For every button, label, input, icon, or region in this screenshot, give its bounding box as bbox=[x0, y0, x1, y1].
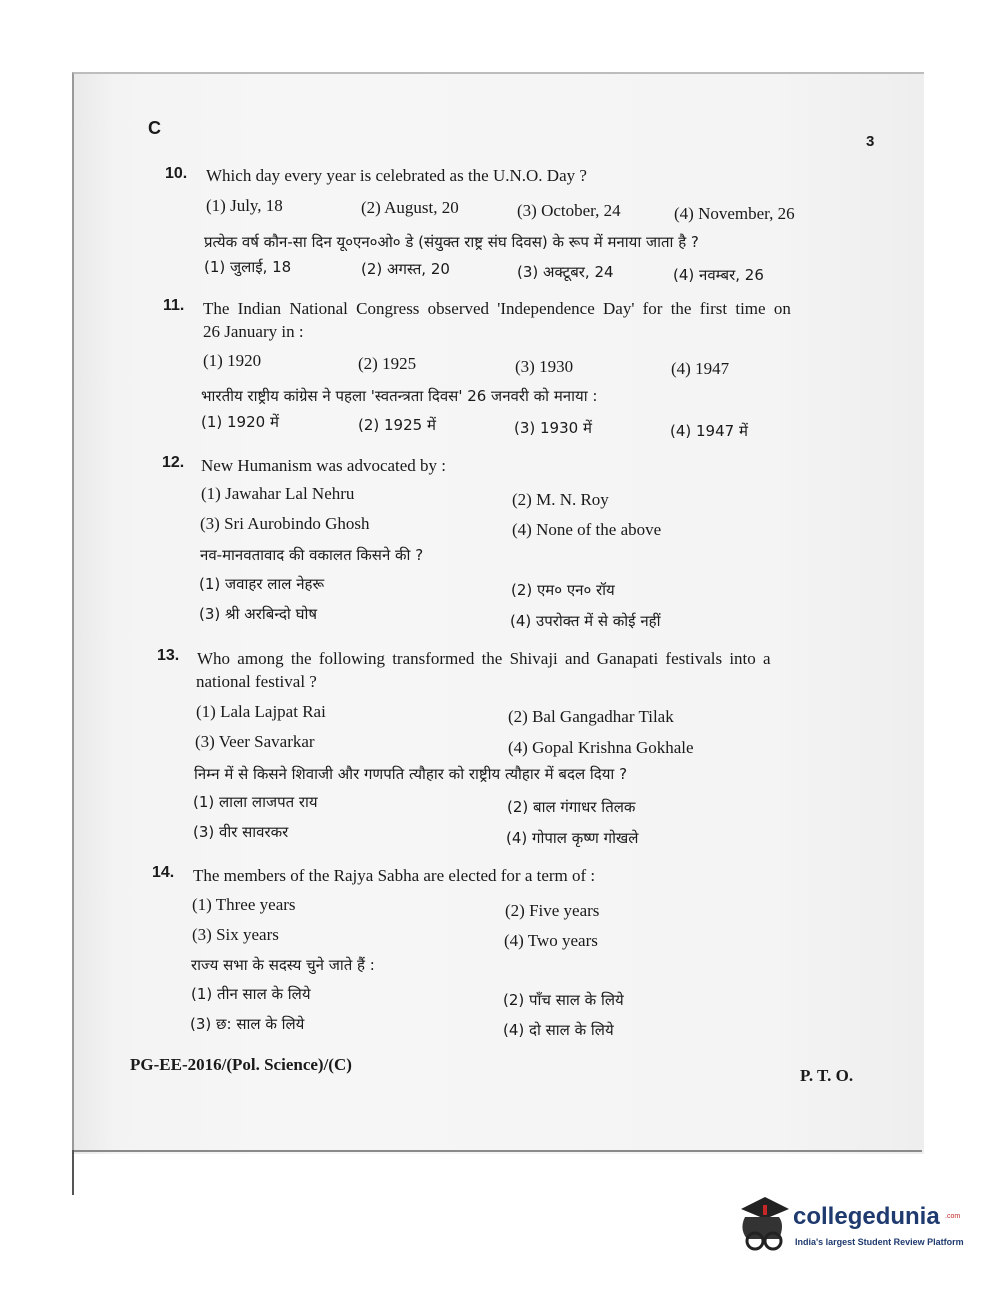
question-text-en: The members of the Rajya Sabha are elected for a term of : bbox=[193, 866, 596, 885]
option-hi: (1) जवाहर लाल नेहरू bbox=[199, 575, 325, 593]
option-en: (1) 1920 bbox=[203, 351, 262, 370]
question-number: 12. bbox=[162, 454, 185, 471]
question-number: 11. bbox=[163, 297, 185, 314]
option-en: (1) July, 18 bbox=[206, 196, 283, 215]
question-text-en: 26 January in : bbox=[203, 322, 304, 341]
option-hi: (1) लाला लाजपत राय bbox=[193, 793, 318, 811]
question-text-hi: भारतीय राष्ट्रीय कांग्रेस ने पहला 'स्वतन्त्रता दिवस' 26 जनवरी को मनाया : bbox=[201, 387, 598, 405]
option-en: (4) None of the above bbox=[512, 520, 662, 539]
option-hi: (2) अगस्त, 20 bbox=[361, 260, 450, 278]
option-en: (3) Six years bbox=[192, 925, 279, 944]
brand-name: collegedunia bbox=[793, 1203, 940, 1230]
page-spine bbox=[72, 1150, 74, 1195]
option-hi: (1) 1920 में bbox=[201, 413, 279, 431]
option-hi: (3) श्री अरबिन्दो घोष bbox=[199, 605, 318, 623]
option-hi: (3) अक्टूबर, 24 bbox=[517, 263, 614, 281]
brand-tagline: India's largest Student Review Platform bbox=[795, 1237, 964, 1247]
option-hi: (4) उपरोक्त में से कोई नहीं bbox=[510, 612, 661, 630]
option-en: (3) Veer Savarkar bbox=[195, 732, 315, 751]
option-hi: (1) तीन साल के लिये bbox=[191, 985, 311, 1003]
question-text-en: The Indian National Congress observed 'Independence Day' for the first time on bbox=[203, 299, 791, 318]
option-hi: (3) वीर सावरकर bbox=[193, 823, 289, 841]
page-edge bbox=[72, 1150, 922, 1152]
option-hi: (4) नवम्बर, 26 bbox=[673, 266, 764, 284]
option-en: (2) Five years bbox=[505, 901, 600, 920]
question-text-hi: निम्न में से किसने शिवाजी और गणपति त्यौहार को राष्ट्रीय त्यौहार में बदल दिया ? bbox=[194, 765, 628, 783]
brand-suffix: .com bbox=[945, 1213, 961, 1220]
option-hi: (2) 1925 में bbox=[358, 416, 436, 434]
option-en: (1) Three years bbox=[192, 895, 296, 914]
option-hi: (2) पाँच साल के लिये bbox=[503, 991, 624, 1009]
option-en: (2) Bal Gangadhar Tilak bbox=[508, 707, 674, 726]
set-label: C bbox=[148, 118, 161, 138]
option-hi: (2) एम० एन० रॉय bbox=[511, 581, 615, 599]
option-en: (4) 1947 bbox=[671, 359, 730, 378]
mascot-icon bbox=[735, 1195, 791, 1257]
option-hi: (3) छ: साल के लिये bbox=[190, 1015, 305, 1033]
option-en: (2) M. N. Roy bbox=[512, 490, 609, 509]
question-number: 13. bbox=[157, 647, 180, 664]
option-en: (2) August, 20 bbox=[361, 198, 459, 217]
option-en: (3) Sri Aurobindo Ghosh bbox=[200, 514, 370, 533]
watermark-logo bbox=[735, 1195, 965, 1260]
option-hi: (4) गोपाल कृष्ण गोखले bbox=[506, 829, 639, 847]
option-hi: (2) बाल गंगाधर तिलक bbox=[507, 798, 636, 816]
option-en: (4) Gopal Krishna Gokhale bbox=[508, 738, 694, 757]
option-en: (2) 1925 bbox=[358, 354, 417, 373]
option-en: (4) November, 26 bbox=[674, 204, 795, 223]
paper-code: PG-EE-2016/(Pol. Science)/(C) bbox=[130, 1055, 352, 1074]
option-en: (4) Two years bbox=[504, 931, 598, 950]
question-number: 10. bbox=[165, 165, 188, 182]
question-text-en: national festival ? bbox=[196, 672, 317, 691]
option-hi: (4) 1947 में bbox=[670, 422, 748, 440]
question-text-en: New Humanism was advocated by : bbox=[201, 456, 447, 475]
option-hi: (1) जुलाई, 18 bbox=[204, 258, 292, 276]
option-en: (1) Lala Lajpat Rai bbox=[196, 702, 326, 721]
option-en: (1) Jawahar Lal Nehru bbox=[201, 484, 355, 503]
question-number: 14. bbox=[152, 864, 175, 881]
question-text-hi: प्रत्येक वर्ष कौन-सा दिन यू०एन०ओ० डे (संयुक्त राष्ट्र संघ दिवस) के रूप में मनाया जाता है ? bbox=[204, 233, 699, 251]
question-text-en: Which day every year is celebrated as the U.N.O. Day ? bbox=[206, 166, 587, 185]
option-en: (3) October, 24 bbox=[517, 201, 621, 220]
question-text-hi: नव-मानवतावाद की वकालत किसने की ? bbox=[200, 546, 424, 564]
question-text-en: Who among the following transformed the Shivaji and Ganapati festivals into a bbox=[197, 649, 771, 668]
question-text-hi: राज्य सभा के सदस्य चुने जाते हैं : bbox=[191, 956, 375, 974]
option-hi: (4) दो साल के लिये bbox=[503, 1021, 614, 1039]
pto-label: P. T. O. bbox=[800, 1066, 854, 1085]
option-hi: (3) 1930 में bbox=[514, 419, 592, 437]
option-en: (3) 1930 bbox=[515, 357, 574, 376]
page-number: 3 bbox=[866, 133, 875, 150]
